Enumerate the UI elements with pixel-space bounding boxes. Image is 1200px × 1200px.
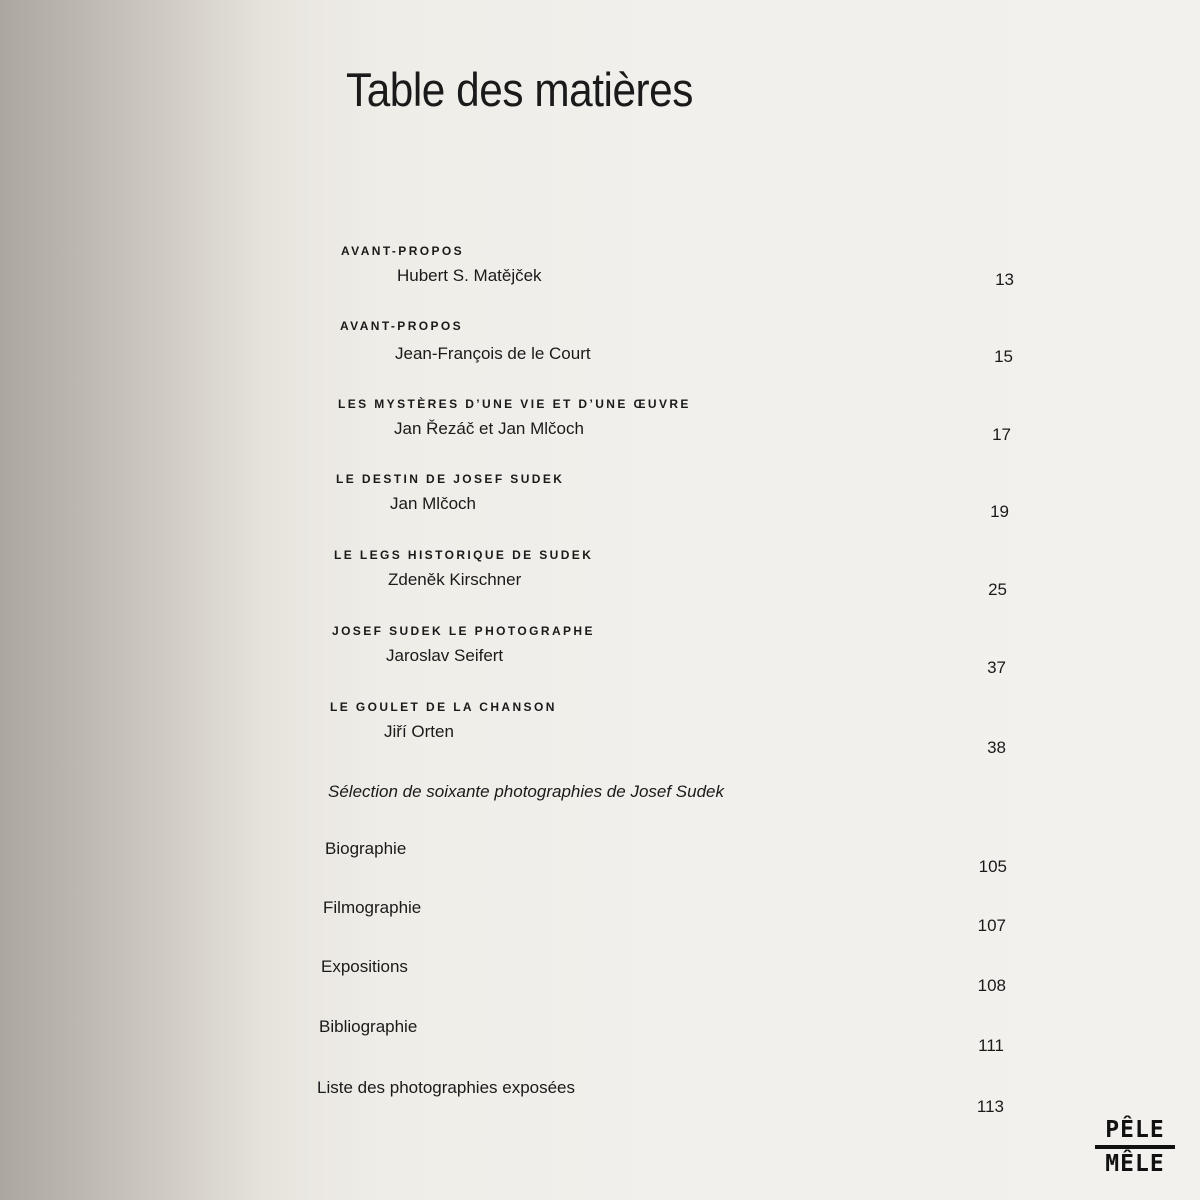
section-author: Hubert S. Matějček: [397, 266, 542, 285]
section-author: Jan Řezáč et Jan Mlčoch: [394, 419, 584, 438]
section-author: Jiří Orten: [384, 722, 454, 741]
section-heading: LE DESTIN DE JOSEF SUDEK: [336, 472, 565, 486]
appendix-label: Expositions: [321, 957, 408, 976]
page-number: 15: [994, 347, 1013, 366]
page-number: 113: [976, 1097, 1004, 1116]
page-number: 25: [988, 580, 1007, 599]
page-number: 37: [987, 658, 1006, 677]
appendix-label: Liste des photographies exposées: [317, 1078, 576, 1097]
section-author: Jan Mlčoch: [390, 494, 476, 513]
section-author: Jaroslav Seifert: [386, 646, 504, 665]
page-number: 105: [978, 857, 1007, 876]
logo-line-1: PÊLE: [1105, 1117, 1165, 1143]
logo-line-2: MÊLE: [1105, 1151, 1165, 1177]
page-number: 107: [977, 916, 1006, 935]
section-author: Jean-François de le Court: [395, 344, 591, 363]
page-number: 38: [987, 738, 1006, 757]
page-number: 19: [990, 502, 1009, 521]
page-number: 111: [978, 1036, 1004, 1055]
page-number: 108: [977, 976, 1006, 995]
page-title: Table des matières: [346, 63, 693, 116]
section-heading: AVANT-PROPOS: [341, 244, 465, 258]
section-heading: AVANT-PROPOS: [340, 319, 464, 333]
page-number: 17: [992, 425, 1011, 444]
section-author: Zdeněk Kirschner: [388, 570, 522, 589]
section-heading: LE LEGS HISTORIQUE DE SUDEK: [334, 548, 594, 562]
section-heading: JOSEF SUDEK LE PHOTOGRAPHE: [332, 624, 595, 638]
pele-mele-logo: [1093, 1118, 1177, 1176]
appendix-label: Bibliographie: [319, 1017, 418, 1036]
appendix-label: Filmographie: [323, 898, 422, 917]
logo-divider: [1095, 1145, 1175, 1149]
section-heading: LES MYSTÈRES D’UNE VIE ET D’UNE ŒUVRE: [338, 397, 691, 411]
section-heading: LE GOULET DE LA CHANSON: [330, 700, 557, 714]
page-number: 13: [995, 270, 1014, 289]
selection-entry: Sélection de soixante photographies de Josef Sudek: [328, 782, 724, 801]
spine-shadow: [0, 0, 260, 1200]
appendix-label: Biographie: [325, 839, 407, 858]
